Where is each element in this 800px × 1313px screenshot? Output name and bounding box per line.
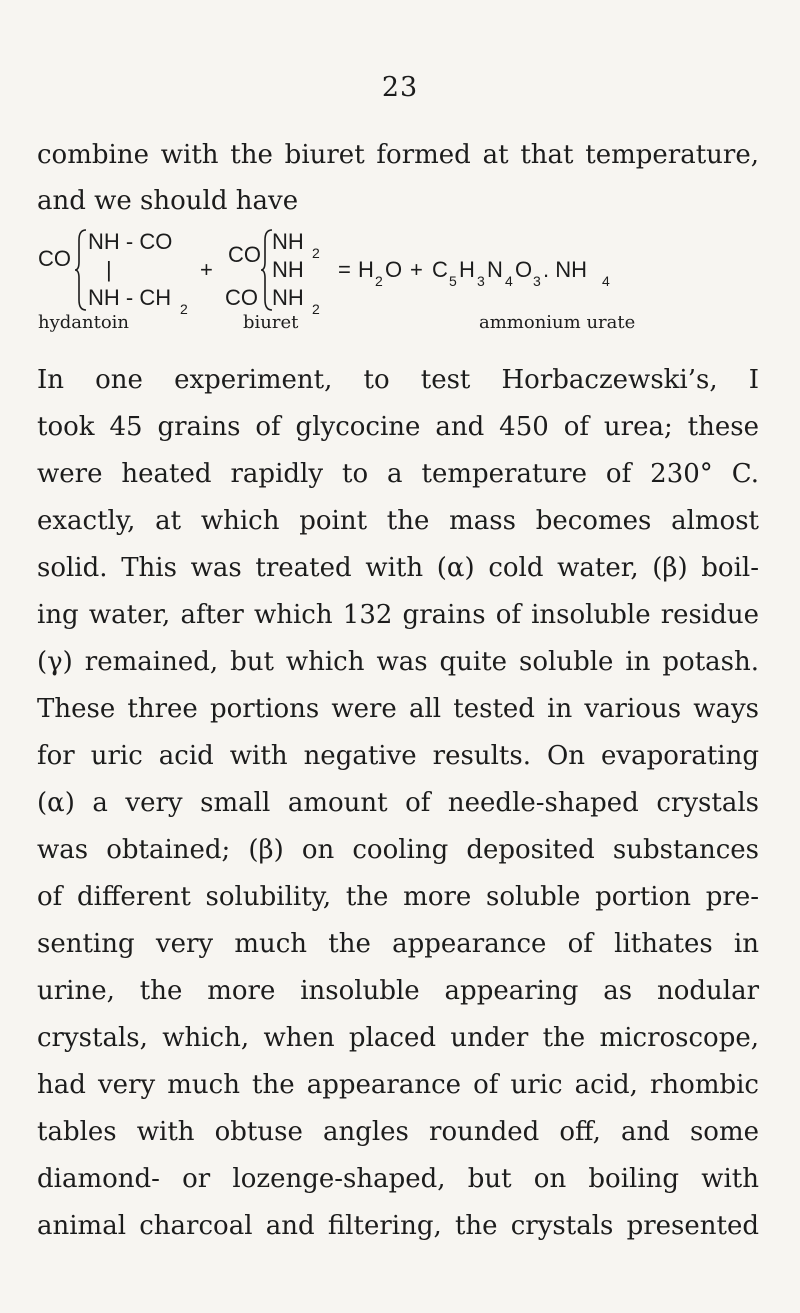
text-line: and we should have <box>37 186 299 216</box>
page-number: 23 <box>381 72 419 103</box>
text-line: took 45 grains of glycocine and 450 of urea; these <box>37 412 759 442</box>
text-line: urine, the more insoluble appearing as nodular <box>37 976 759 1006</box>
urate-n: N <box>487 257 503 282</box>
text-line: diamond- or lozenge-shaped, but on boiling with <box>37 1164 759 1194</box>
plus-sign: + <box>200 257 213 282</box>
label-biuret: biuret <box>243 312 299 333</box>
text-line: were heated rapidly to a temperature of 230° C. <box>37 459 759 489</box>
subscript: 4 <box>505 273 513 289</box>
ammonium-nh: . NH <box>543 257 587 282</box>
text-line: animal charcoal and filtering, the crystals presented <box>37 1211 759 1241</box>
text-line: was obtained; (β) on cooling deposited substances <box>37 835 759 865</box>
left-brace-icon <box>74 228 88 312</box>
text-line: (γ) remained, but which was quite soluble in potash. <box>37 647 759 677</box>
water-o: O <box>385 257 403 282</box>
subscript: 2 <box>312 245 320 261</box>
subscript: 2 <box>180 301 188 317</box>
text-line: These three portions were all tested in various ways <box>37 694 759 724</box>
text-line: had very much the appearance of uric acid, rhombic <box>37 1070 759 1100</box>
text-line: senting very much the appearance of lithates in <box>37 929 759 959</box>
water-h: H <box>358 257 374 282</box>
text-line: for uric acid with negative results. On evaporating <box>37 741 759 771</box>
label-ammonium-urate: ammonium urate <box>479 312 636 333</box>
biuret-nh-bottom: NH <box>272 285 304 310</box>
text-line: tables with obtuse angles rounded off, and some <box>37 1117 759 1147</box>
hydantoin-bottom: NH - CH <box>88 285 172 310</box>
hydantoin-top: NH - CO <box>88 229 173 254</box>
subscript: 3 <box>477 273 485 289</box>
biuret-nh-mid: NH <box>272 257 304 282</box>
text-line: solid. This was treated with (α) cold water, (β) boil- <box>37 553 759 583</box>
text-line: crystals, which, when placed under the microscope, <box>37 1023 759 1053</box>
text-line: of different solubility, the more soluble portion pre- <box>37 882 759 912</box>
plus-sign: + <box>410 257 423 282</box>
biuret-co-bottom: CO <box>225 285 258 310</box>
urate-h: H <box>459 257 475 282</box>
text-line: (α) a very small amount of needle-shaped crystals <box>37 788 759 818</box>
subscript: 3 <box>533 273 541 289</box>
hydantoin-bond: | <box>106 257 112 282</box>
biuret-nh-top: NH <box>272 229 304 254</box>
label-hydantoin: hydantoin <box>38 312 130 333</box>
subscript: 2 <box>375 273 383 289</box>
urate-o: O <box>515 257 533 282</box>
equals-sign: = <box>338 257 351 282</box>
subscript: 4 <box>602 273 610 289</box>
urate-c: C <box>432 257 448 282</box>
subscript: 5 <box>449 273 457 289</box>
chemical-equation <box>0 0 800 340</box>
text-line: exactly, at which point the mass becomes almost <box>37 506 759 536</box>
text-line: ing water, after which 132 grains of insoluble residue <box>37 600 759 630</box>
biuret-co-top: CO <box>228 242 261 267</box>
text-line: In one experiment, to test Horbaczewski’s, I <box>37 365 759 395</box>
hydantoin-prefix: CO <box>38 246 71 271</box>
text-line: combine with the biuret formed at that temperature, <box>37 140 759 170</box>
subscript: 2 <box>312 301 320 317</box>
